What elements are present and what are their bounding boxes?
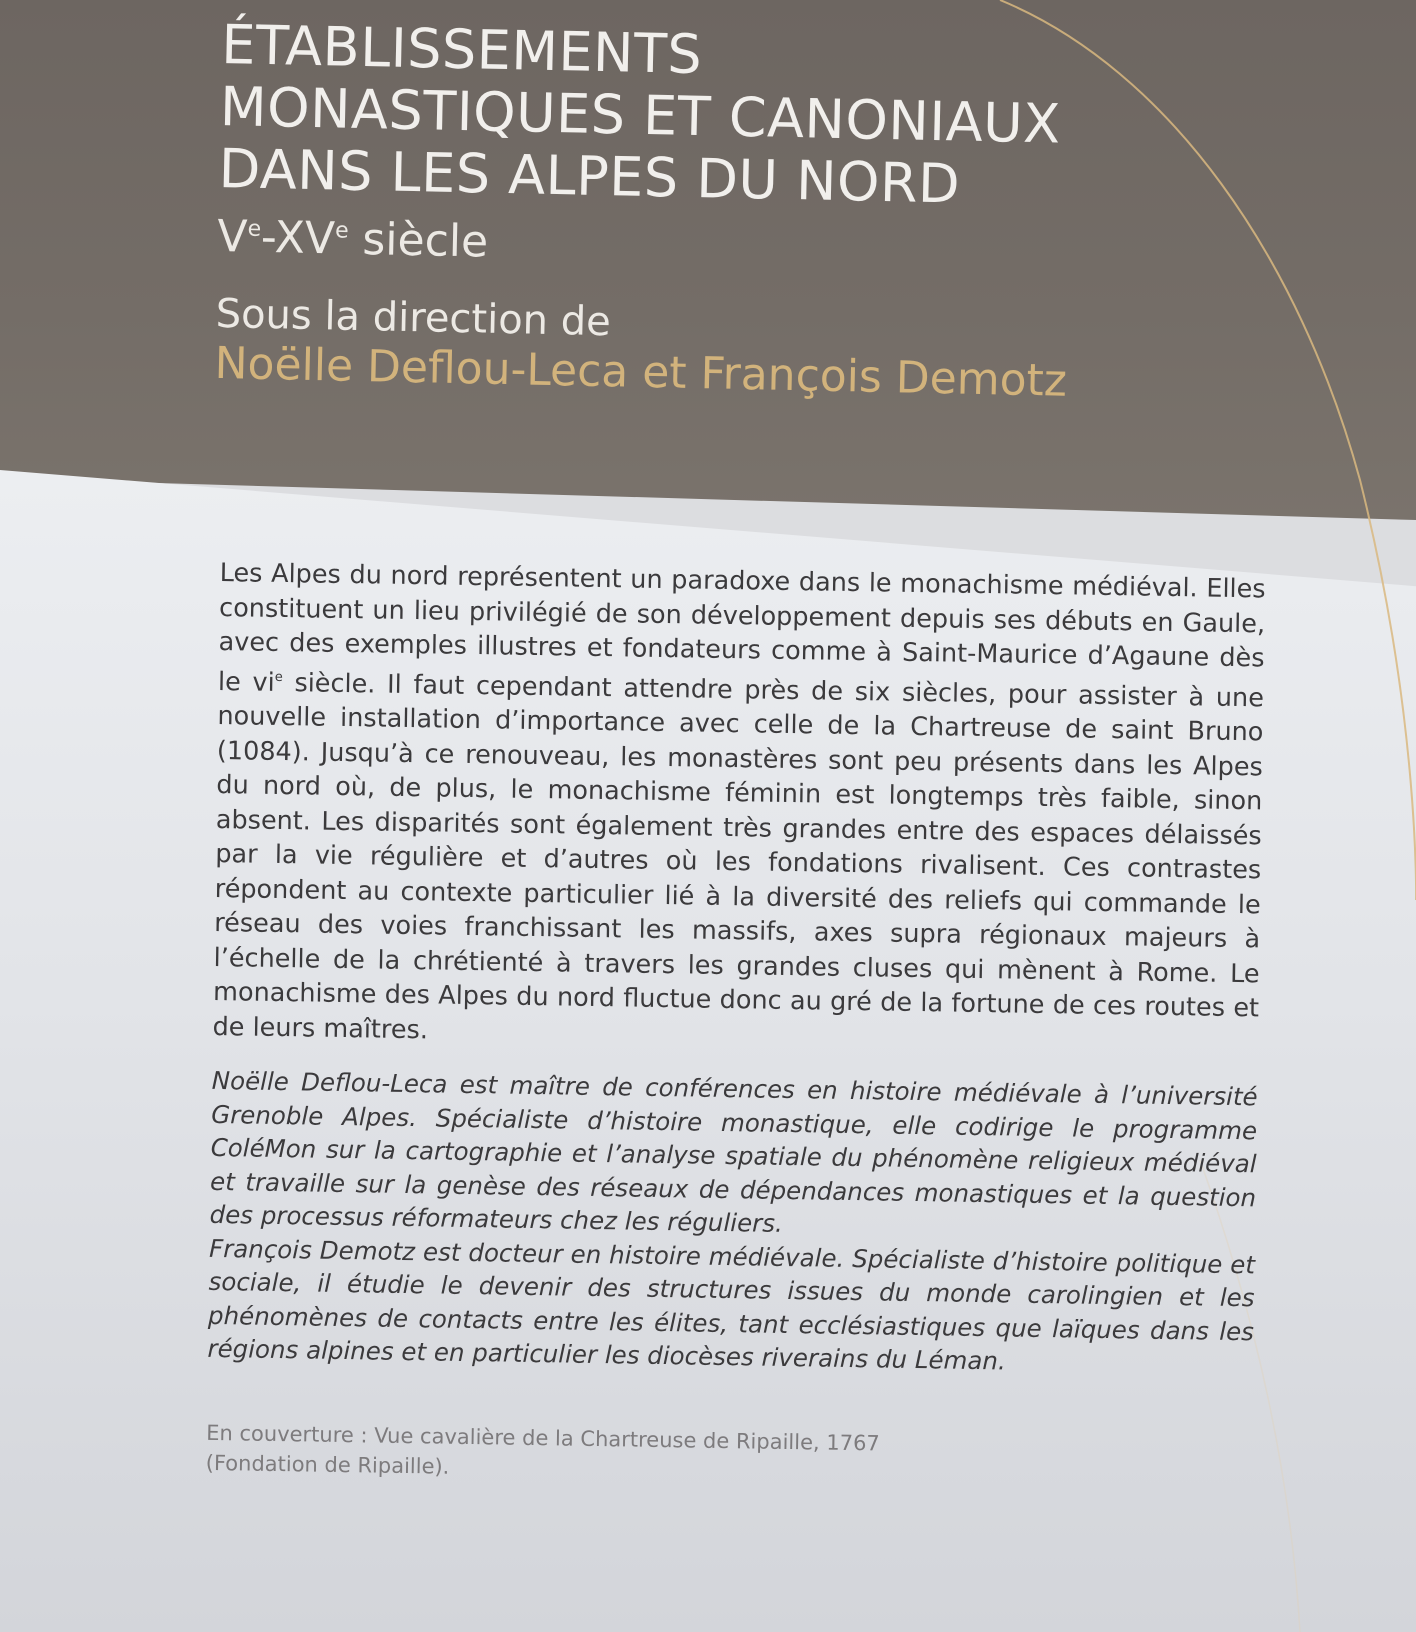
direction-label: Sous la direction de xyxy=(215,290,612,346)
period-end: XV xyxy=(274,212,336,265)
summary-text-start: Les Alpes du nord représentent un paradoxe dans le monachisme médiéval. Elles constituent un lieu privilégié de son développement depuis ses débuts en Gaule, avec des exemples illustres et fondateurs comme à Saint-Maurice d’Agaune dès le xyxy=(217,557,1266,698)
summary-century-sup: e xyxy=(274,669,283,685)
book-title-line-2: MONASTIQUES ET CANONIAUX xyxy=(219,74,1062,156)
period-start-sup: e xyxy=(247,216,262,242)
back-cover-text xyxy=(206,556,1266,1494)
summary-text-end: siècle. Il faut cependant attendre près de six siècles, pour assister à une nouvelle installation d’importance avec celle de la Chartreuse de saint Bruno (1084). Jusqu’à ce renouveau, les monastères sont peu présents dans les Alpes du nord où, de plus, le monachisme féminin est longtemps très faible, sinon absent. Les disparités sont également très grandes entre des espaces délaissés par la vie régulière et d’autres où les fondations rivalisent. Ces contrastes répondent au contexte particulier lié à la diversité des reliefs qui commande le réseau des voies franchissant les massifs, axes supra régionaux majeurs à l’échelle de la chrétienté à travers les grandes cluses qui mènent à Rome. Le monachisme des Alpes du nord fluctue donc au gré de la fortune de ces routes et de leurs maîtres. xyxy=(212,667,1265,1045)
book-summary xyxy=(212,556,1266,1060)
summary-century: vi xyxy=(252,667,275,698)
book-title-line-1: ÉTABLISSEMENTS xyxy=(220,13,703,87)
cover-credit-line-2: (Fondation de Ripaille). xyxy=(205,1450,450,1479)
book-title-line-3: DANS LES ALPES DU NORD xyxy=(218,136,961,216)
authors-names: Noëlle Deflou-Leca et François Demotz xyxy=(214,337,1068,407)
author-bio-demotz: François Demotz est docteur en histoire médiévale. Spécialiste d’histoire politique et sociale, il étudie le devenir des structures issues du monde carolingien et les phénomènes de contacts entre les élites, tant ecclésiastiques que laïques dans les régions alpines et en particulier les diocèses riverains du Léman. xyxy=(207,1233,1256,1376)
cover-credit-line-1: En couverture : Vue cavalière de la Chartreuse de Ripaille, 1767 xyxy=(206,1420,880,1455)
period-word: siècle xyxy=(347,213,489,268)
period-start: V xyxy=(216,210,248,263)
period-end-sup: e xyxy=(334,218,349,244)
cover-header xyxy=(214,14,1222,411)
author-bio-deflou-leca: Noëlle Deflou-Leca est maître de conférences en histoire médiévale à l’université Grenoble Alpes. Spécialiste d’histoire monastique, elle codirige le programme ColéMon sur la cartographie et l’analyse spatiale du phénomène religieux médiéval et travaille sur la genèse des réseaux de dépendances monastiques et la question des processus réformateurs chez les réguliers. xyxy=(209,1065,1258,1238)
period-separator: - xyxy=(260,211,276,264)
